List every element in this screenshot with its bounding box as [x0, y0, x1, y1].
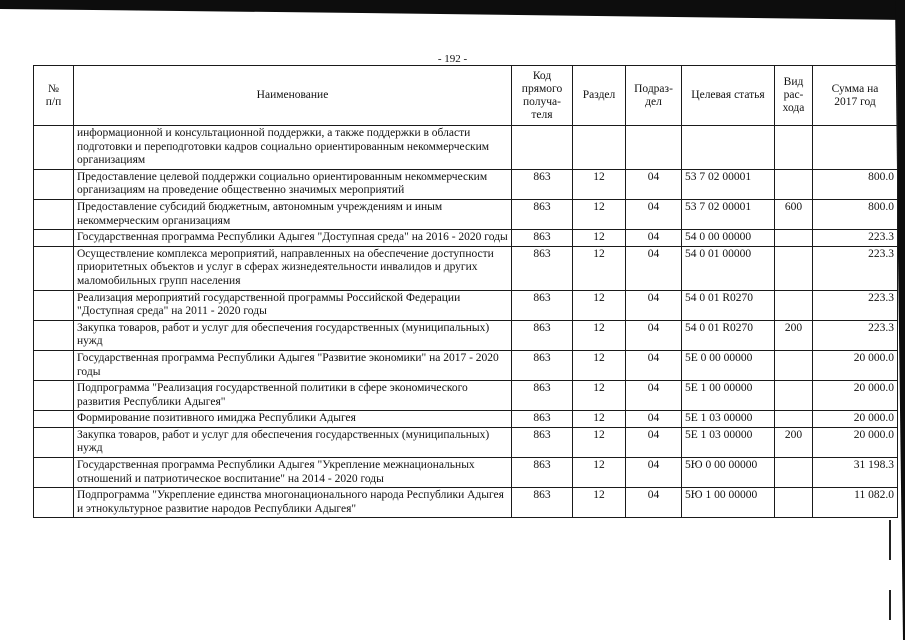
- row-subsection: 04: [626, 411, 682, 428]
- table-row: [34, 488, 898, 518]
- table-row: [34, 411, 898, 428]
- row-target-article: 5Е 1 03 00000: [682, 427, 775, 457]
- row-recipient-code: 863: [512, 350, 573, 380]
- row-subsection: 04: [626, 199, 682, 229]
- row-subsection: 04: [626, 381, 682, 411]
- row-name: Закупка товаров, работ и услуг для обеспечения государственных (муниципальных) нужд: [74, 320, 512, 350]
- row-num: [34, 427, 74, 457]
- row-expense-type: 600: [775, 199, 813, 229]
- table-row: [34, 427, 898, 457]
- row-subsection: [626, 126, 682, 170]
- row-target-article: 5Е 1 00 00000: [682, 381, 775, 411]
- row-recipient-code: 863: [512, 230, 573, 247]
- scan-mark: [889, 520, 891, 560]
- row-subsection: 04: [626, 427, 682, 457]
- row-expense-type: [775, 458, 813, 488]
- row-recipient-code: 863: [512, 458, 573, 488]
- row-num: [34, 126, 74, 170]
- header-target-article: Целевая статья: [682, 66, 775, 126]
- row-subsection: 04: [626, 350, 682, 380]
- header-section: Раздел: [573, 66, 626, 126]
- row-recipient-code: 863: [512, 411, 573, 428]
- row-amount: 223.3: [813, 320, 898, 350]
- row-num: [34, 230, 74, 247]
- header-expense-type: Вид рас- хода: [775, 66, 813, 126]
- row-expense-type: [775, 488, 813, 518]
- row-num: [34, 350, 74, 380]
- row-section: 12: [573, 458, 626, 488]
- row-recipient-code: 863: [512, 427, 573, 457]
- row-num: [34, 458, 74, 488]
- row-name: Государственная программа Республики Адыгея "Доступная среда" на 2016 - 2020 годы: [74, 230, 512, 247]
- header-num: № п/п: [34, 66, 74, 126]
- row-target-article: 54 0 00 00000: [682, 230, 775, 247]
- header-amount: Сумма на 2017 год: [813, 66, 898, 126]
- row-amount: 20 000.0: [813, 350, 898, 380]
- row-num: [34, 381, 74, 411]
- row-amount: 223.3: [813, 230, 898, 247]
- row-amount: 31 198.3: [813, 458, 898, 488]
- row-name: Реализация мероприятий государственной программы Российской Федерации "Доступная среда" на 2011 - 2020 годы: [74, 290, 512, 320]
- row-target-article: 54 0 01 R0270: [682, 290, 775, 320]
- scan-border-top: [0, 0, 905, 20]
- row-target-article: 5Ю 0 00 00000: [682, 458, 775, 488]
- row-recipient-code: 863: [512, 169, 573, 199]
- row-section: 12: [573, 199, 626, 229]
- table-row: [34, 246, 898, 290]
- row-section: 12: [573, 320, 626, 350]
- table-row: [34, 350, 898, 380]
- row-num: [34, 169, 74, 199]
- row-name: Государственная программа Республики Адыгея "Укрепление межнациональных отношений и патриотическое воспитание" на 2014 - 2020 годы: [74, 458, 512, 488]
- row-name: Формирование позитивного имиджа Республики Адыгея: [74, 411, 512, 428]
- row-num: [34, 290, 74, 320]
- row-recipient-code: 863: [512, 320, 573, 350]
- row-subsection: 04: [626, 320, 682, 350]
- table-header-row: [34, 66, 898, 126]
- row-num: [34, 320, 74, 350]
- row-target-article: 53 7 02 00001: [682, 199, 775, 229]
- row-recipient-code: 863: [512, 199, 573, 229]
- row-amount: 20 000.0: [813, 381, 898, 411]
- row-expense-type: [775, 230, 813, 247]
- row-amount: 11 082.0: [813, 488, 898, 518]
- table-row: [34, 199, 898, 229]
- row-expense-type: [775, 246, 813, 290]
- row-target-article: 5Е 0 00 00000: [682, 350, 775, 380]
- row-section: 12: [573, 230, 626, 247]
- header-subsection: Подраз- дел: [626, 66, 682, 126]
- row-section: 12: [573, 169, 626, 199]
- table-row: [34, 320, 898, 350]
- row-amount: [813, 126, 898, 170]
- row-target-article: [682, 126, 775, 170]
- row-name: Подпрограмма "Укрепление единства многонационального народа Республики Адыгея и этнокультурное развитие народов Республики Адыгея": [74, 488, 512, 518]
- row-expense-type: [775, 290, 813, 320]
- table-row: [34, 126, 898, 170]
- row-num: [34, 488, 74, 518]
- row-expense-type: [775, 169, 813, 199]
- row-amount: 223.3: [813, 290, 898, 320]
- row-amount: 20 000.0: [813, 427, 898, 457]
- row-target-article: 54 0 01 00000: [682, 246, 775, 290]
- row-recipient-code: [512, 126, 573, 170]
- row-amount: 223.3: [813, 246, 898, 290]
- row-section: [573, 126, 626, 170]
- row-num: [34, 199, 74, 229]
- row-section: 12: [573, 411, 626, 428]
- page-number: - 192 -: [437, 53, 468, 65]
- row-expense-type: 200: [775, 320, 813, 350]
- row-section: 12: [573, 427, 626, 457]
- table-row: [34, 458, 898, 488]
- row-subsection: 04: [626, 458, 682, 488]
- row-section: 12: [573, 290, 626, 320]
- row-target-article: 53 7 02 00001: [682, 169, 775, 199]
- row-subsection: 04: [626, 246, 682, 290]
- row-expense-type: [775, 126, 813, 170]
- header-name: Наименование: [74, 66, 512, 126]
- row-section: 12: [573, 488, 626, 518]
- row-subsection: 04: [626, 488, 682, 518]
- row-num: [34, 411, 74, 428]
- table-row: [34, 169, 898, 199]
- row-subsection: 04: [626, 230, 682, 247]
- row-expense-type: [775, 411, 813, 428]
- row-name: Осуществление комплекса мероприятий, направленных на обеспечение доступности приоритетных объектов и услуг в сферах жизнедеятельности инвалидов и других маломобильных групп населения: [74, 246, 512, 290]
- table-row: [34, 230, 898, 247]
- row-target-article: 5Ю 1 00 00000: [682, 488, 775, 518]
- row-amount: 800.0: [813, 199, 898, 229]
- row-num: [34, 246, 74, 290]
- row-section: 12: [573, 381, 626, 411]
- row-subsection: 04: [626, 169, 682, 199]
- row-amount: 800.0: [813, 169, 898, 199]
- row-section: 12: [573, 246, 626, 290]
- row-expense-type: 200: [775, 427, 813, 457]
- row-name: Подпрограмма "Реализация государственной политики в сфере экономического развития Республики Адыгея": [74, 381, 512, 411]
- scan-mark: [889, 590, 891, 620]
- budget-table: [33, 65, 898, 518]
- row-target-article: 54 0 01 R0270: [682, 320, 775, 350]
- row-recipient-code: 863: [512, 290, 573, 320]
- row-name: Предоставление целевой поддержки социально ориентированным некоммерческим организациям на проведение общественно значимых мероприятий: [74, 169, 512, 199]
- row-section: 12: [573, 350, 626, 380]
- row-expense-type: [775, 350, 813, 380]
- table-row: [34, 381, 898, 411]
- row-expense-type: [775, 381, 813, 411]
- row-name: информационной и консультационной поддержки, а также поддержки в области подготовки и переподготовки кадров социально ориентированным некоммерческим организациям: [74, 126, 512, 170]
- row-subsection: 04: [626, 290, 682, 320]
- row-name: Закупка товаров, работ и услуг для обеспечения государственных (муниципальных) нужд: [74, 427, 512, 457]
- table-row: [34, 290, 898, 320]
- row-recipient-code: 863: [512, 246, 573, 290]
- row-amount: 20 000.0: [813, 411, 898, 428]
- row-recipient-code: 863: [512, 381, 573, 411]
- row-target-article: 5Е 1 03 00000: [682, 411, 775, 428]
- row-name: Предоставление субсидий бюджетным, автономным учреждениям и иным некоммерческим организациям: [74, 199, 512, 229]
- row-recipient-code: 863: [512, 488, 573, 518]
- header-recipient-code: Код прямого получа- теля: [512, 66, 573, 126]
- row-name: Государственная программа Республики Адыгея "Развитие экономики" на 2017 - 2020 годы: [74, 350, 512, 380]
